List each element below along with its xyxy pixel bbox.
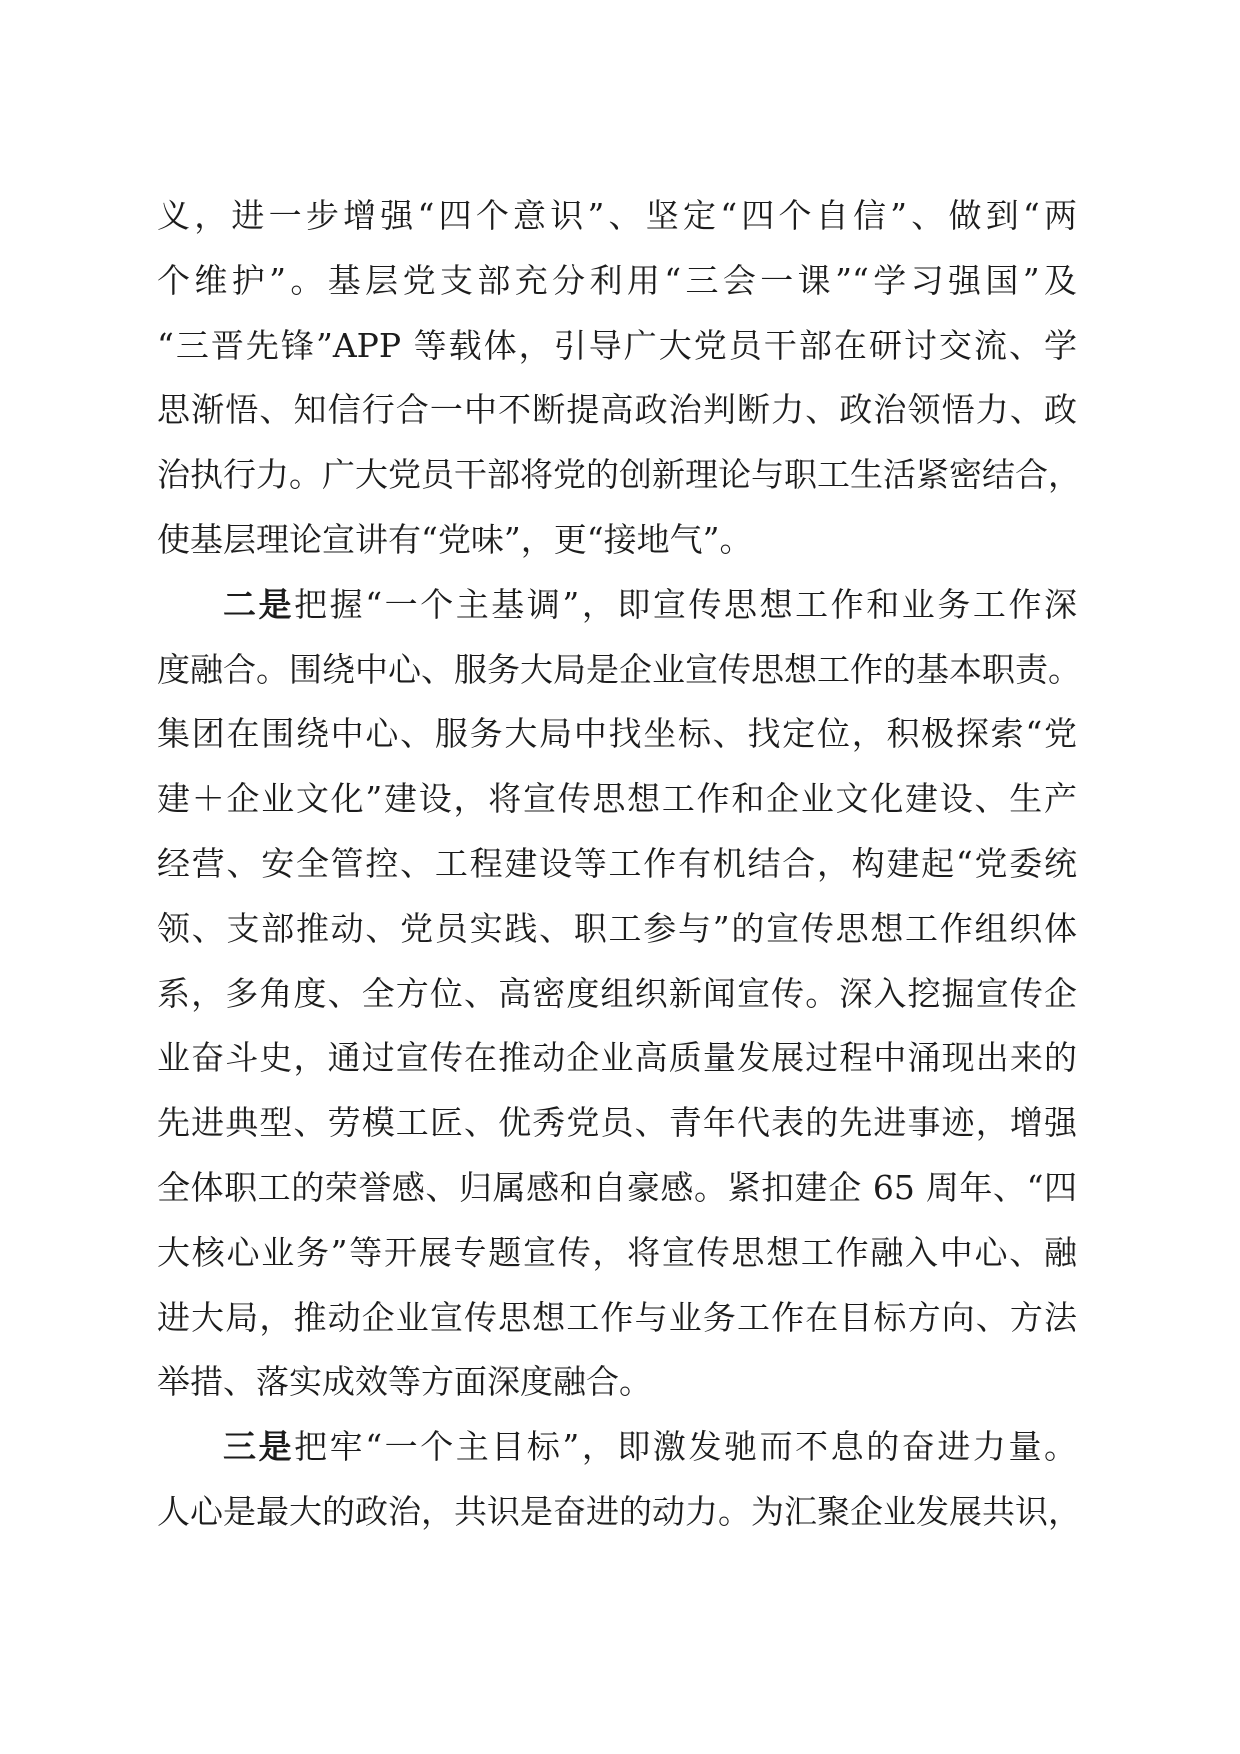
paragraph-first-line: [157, 573, 1077, 638]
text-line: 业奋斗史，通过宣传在推动企业高质量发展过程中涌现出来的: [157, 1038, 1077, 1078]
text-line: 度融合。围绕中心、服务大局是企业宣传思想工作的基本职责。: [157, 649, 1081, 689]
text-line: 建＋企业文化”建设，将宣传思想工作和企业文化建设、生产: [157, 779, 1077, 819]
text-line: 先进典型、劳模工匠、优秀党员、青年代表的先进事迹，增强: [157, 1103, 1077, 1143]
text-line: “三晋先锋”APP 等载体，引导广大党员干部在研讨交流、学: [157, 325, 1077, 365]
paragraph-3: [157, 1415, 1081, 1545]
text-line: 治执行力。广大党员干部将党的创新理论与职工生活紧密结合，: [157, 455, 1081, 495]
text-line: 经营、安全管控、工程建设等工作有机结合，构建起“党委统: [157, 843, 1077, 883]
paragraph-first-line-text: 把握“一个主基调”，即宣传思想工作和业务工作深: [294, 584, 1077, 624]
text-line: 个维护”。基层党支部充分利用“三会一课”“学习强国”及: [157, 260, 1077, 300]
text-line: 人心是最大的政治，共识是奋进的动力。为汇聚企业发展共识，: [157, 1491, 1081, 1531]
text-line: 进大局，推动企业宣传思想工作与业务工作在目标方向、方法: [157, 1297, 1077, 1337]
text-line: 大核心业务”等开展专题宣传，将宣传思想工作融入中心、融: [157, 1232, 1077, 1272]
text-line: 举措、落实成效等方面深度融合。: [157, 1362, 652, 1402]
paragraph-first-line-text: 把牢“一个主目标”，即激发驰而不息的奋进力量。: [294, 1427, 1077, 1467]
text-line: 领、支部推动、党员实践、职工参与”的宣传思想工作组织体: [157, 908, 1077, 948]
document-body: [157, 184, 1081, 1545]
paragraph-first-line: [157, 1415, 1077, 1480]
paragraph-1: [157, 184, 1081, 573]
paragraph-2: [157, 573, 1081, 1415]
paragraph-lead: 三是: [223, 1427, 295, 1467]
text-line: 义，进一步增强“四个意识”、坚定“四个自信”、做到“两: [157, 196, 1077, 235]
text-line: 思渐悟、知信行合一中不断提高政治判断力、政治领悟力、政: [157, 390, 1077, 430]
text-line: 系，多角度、全方位、高密度组织新闻宣传。深入挖掘宣传企: [157, 973, 1077, 1013]
text-line: 使基层理论宣讲有“党味”，更“接地气”。: [157, 519, 753, 559]
paragraph-lead: 二是: [223, 584, 295, 624]
text-line: 集团在围绕中心、服务大局中找坐标、找定位，积极探索“党: [157, 714, 1077, 754]
text-line: 全体职工的荣誉感、归属感和自豪感。紧扣建企 65 周年、“四: [157, 1167, 1077, 1207]
